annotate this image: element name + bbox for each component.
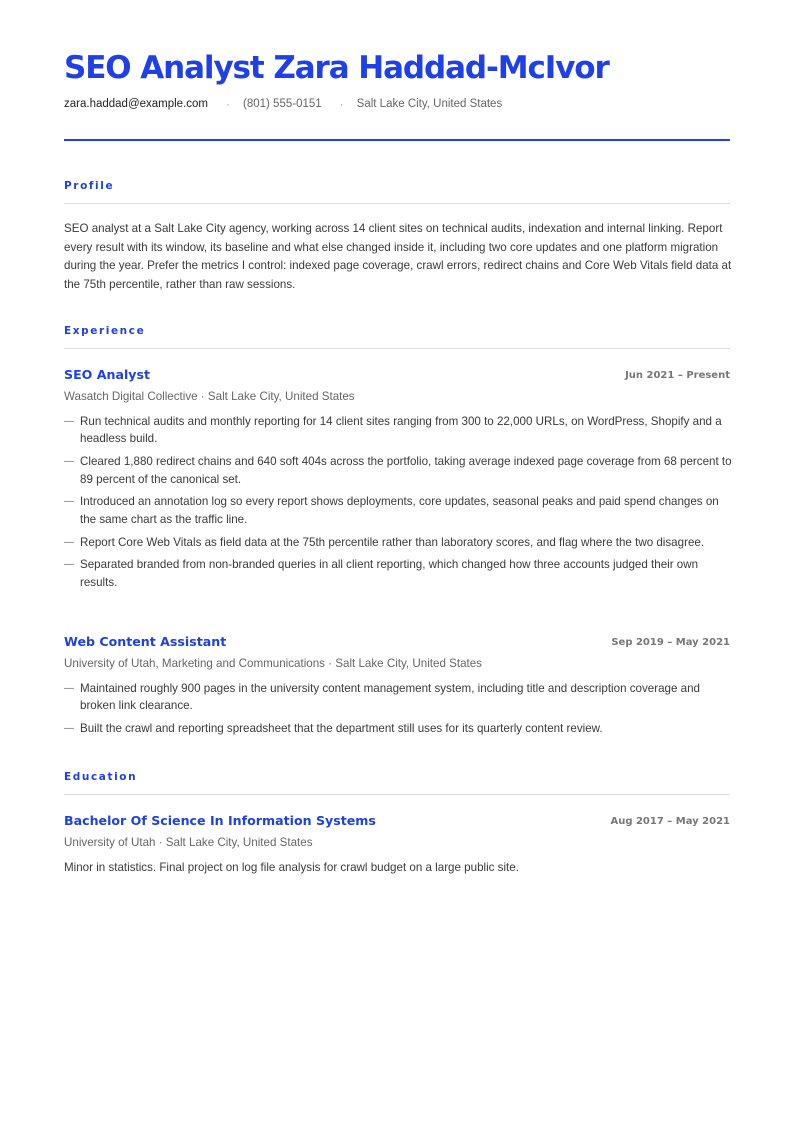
section-title-experience: Experience <box>64 325 146 337</box>
section-divider <box>64 794 730 795</box>
education-dates: Aug 2017 – May 2021 <box>610 816 730 827</box>
list-item: — Report Core Web Vitals as field data at the 75th percentile rather than laboratory scores, and flag where the two disagree. <box>64 534 732 551</box>
location: Salt Lake City, United States <box>356 98 503 110</box>
candidate-name: SEO Analyst Zara Haddad-McIvor <box>64 50 609 86</box>
job-bullets <box>64 680 732 743</box>
profile-summary: SEO analyst at a Salt Lake City agency, working across 14 client sites on technical audits, indexation and internal linking. Report every result with its window, its baseline and what else changed inside it, including two core updates and one platform migration during the year. Prefer the metrics I control: indexed page coverage, crawl errors, redirect chains and Core Web Vitals field data at the 75th percentile, rather than raw sessions. <box>64 222 732 291</box>
education-note: Minor in statistics. Final project on log file analysis for crawl budget on a large public site. <box>64 861 519 874</box>
header-divider <box>64 139 730 141</box>
section-title-profile: Profile <box>64 180 115 192</box>
school-name: University of Utah · Salt Lake City, United States <box>64 836 313 849</box>
job-bullets <box>64 413 732 597</box>
list-item: — Cleared 1,880 redirect chains and 640 soft 404s across the portfolio, taking average indexed page coverage from 68 percent to 89 percent of the canonical set. <box>64 453 732 488</box>
email-link[interactable]: zara.haddad@example.com <box>64 98 209 110</box>
degree-title: Bachelor Of Science In Information Systems <box>64 813 376 828</box>
list-item: — Run technical audits and monthly reporting for 14 client sites ranging from 300 to 22,000 URLs, on WordPress, Shopify and a headless build. <box>64 413 732 448</box>
job-title: SEO Analyst <box>64 367 151 382</box>
list-item: — Built the crawl and reporting spreadsheet that the department still uses for its quarterly content review. <box>64 720 732 737</box>
job-dates: Jun 2021 – Present <box>625 370 730 381</box>
contact-line <box>64 97 502 111</box>
contact-separator: · <box>226 97 231 111</box>
section-divider <box>64 348 730 349</box>
list-item: — Maintained roughly 900 pages in the university content management system, including title and description coverage and broken link clearance. <box>64 680 732 715</box>
job-organization: Wasatch Digital Collective · Salt Lake City, United States <box>64 390 355 403</box>
job-title: Web Content Assistant <box>64 634 227 649</box>
list-item: — Introduced an annotation log so every report shows deployments, core updates, seasonal peaks and paid spend changes on the same chart as the traffic line. <box>64 493 732 528</box>
job-organization: University of Utah, Marketing and Communications · Salt Lake City, United States <box>64 657 482 670</box>
list-item: — Separated branded from non-branded queries in all client reporting, which changed how three accounts judged their own results. <box>64 556 732 591</box>
job-dates: Sep 2019 – May 2021 <box>611 637 730 648</box>
section-divider <box>64 203 730 204</box>
contact-separator: · <box>339 97 344 111</box>
phone-number: (801) 555-0151 <box>243 98 322 110</box>
section-title-education: Education <box>64 771 138 783</box>
